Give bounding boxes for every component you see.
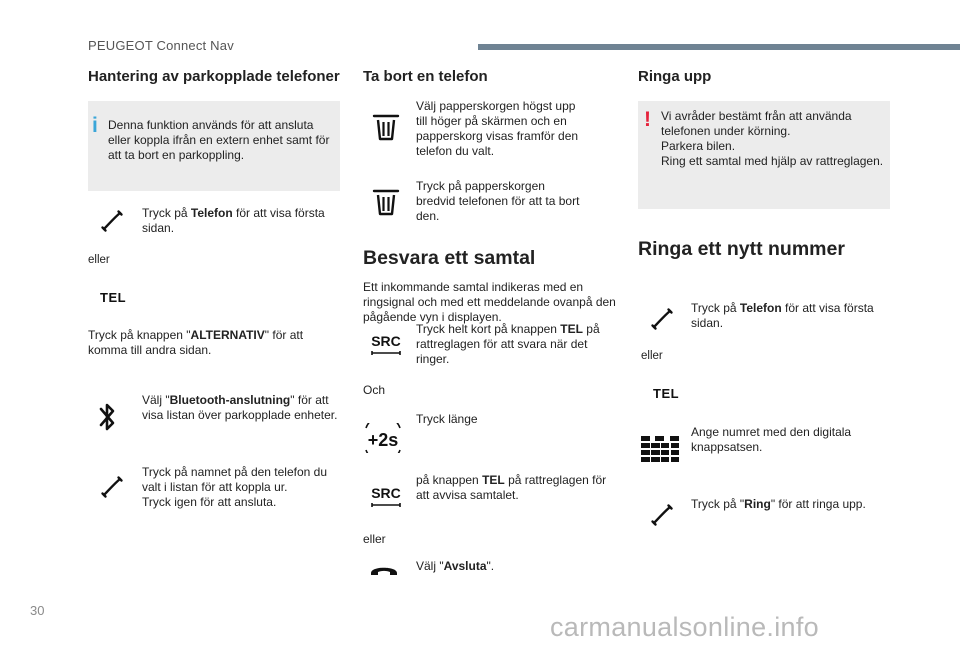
or-label: eller	[88, 254, 110, 266]
info-icon: i	[92, 114, 98, 137]
hang-up-icon	[369, 563, 399, 577]
src-reject-text: på knappen TEL på rattreglagen för att avvisa samtalet.	[416, 473, 607, 502]
warning-icon: !	[644, 108, 651, 131]
och-label: Och	[363, 383, 386, 397]
phone-icon	[100, 208, 126, 234]
trash-icon	[371, 187, 401, 217]
phone-icon	[650, 306, 676, 332]
heading-remove-phone: Ta bort en telefon	[363, 68, 488, 85]
header-title: PEUGEOT Connect Nav	[88, 38, 234, 53]
long-press-label: +2s	[367, 430, 399, 450]
src-button-label: SRC	[371, 333, 401, 349]
or-label: eller	[363, 532, 386, 546]
src-answer-text: Tryck helt kort på knappen TEL på rattreglagen för att svara när det ringer.	[416, 322, 600, 366]
heading-call: Ringa upp	[638, 68, 712, 85]
src-button-icon	[369, 332, 403, 360]
trash-icon	[371, 112, 401, 142]
src-button-label: SRC	[371, 485, 401, 501]
page-number: 30	[30, 603, 45, 618]
or-label: eller	[641, 350, 663, 362]
trash-side-text: Tryck på papperskorgen bredvid telefonen för att ta bort den.	[416, 179, 580, 223]
bluetooth-instruction: Välj "Bluetooth-anslutning" för att visa listan över parkopplade enheter.	[142, 393, 338, 422]
watermark: carmanualsonline.info	[550, 612, 819, 642]
answer-intro: Ett inkommande samtal indikeras med en ringsignal och med ett meddelande ovanpå den pågående vyn i displayen.	[363, 280, 616, 324]
long-press-text: Tryck länge	[416, 412, 478, 426]
heading-answer-call: Besvara ett samtal	[363, 247, 536, 269]
info-text: Denna funktion används för att ansluta eller koppla ifrån en extern enhet samt för att ta bort en parkoppling.	[108, 118, 330, 162]
trash-top-text: Välj papperskorgen högst upp till höger på skärmen och en papperskorg visas framför den telefon du valt.	[416, 99, 579, 158]
bluetooth-icon	[98, 400, 118, 434]
phone-icon	[100, 474, 126, 500]
ring-text: Tryck på "Ring" för att ringa upp.	[691, 497, 866, 511]
warning-text: Vi avråder bestämt från att använda telefonen under körning. Parkera bilen. Ring ett samtal med hjälp av rattreglagen.	[661, 109, 884, 168]
alternativ-instruction: Tryck på knappen "ALTERNATIV" för att komma till andra sidan.	[88, 328, 304, 357]
keypad-icon	[641, 436, 679, 462]
name-instruction: Tryck på namnet på den telefon du valt i listan för att koppla ur. Tryck igen för att ansluta.	[142, 465, 328, 509]
src-button-icon	[369, 484, 403, 512]
long-press-2s-icon	[362, 423, 404, 453]
heading-paired-phones: Hantering av parkopplade telefoner	[88, 68, 340, 85]
hang-up-text: Välj "Avsluta".	[416, 559, 495, 573]
keypad-text: Ange numret med den digitala knappsatsen.	[691, 425, 852, 454]
step-telefon: Tryck på Telefon för att visa första sidan.	[142, 206, 325, 235]
step-telefon: Tryck på Telefon för att visa första sidan.	[691, 301, 874, 330]
phone-icon	[650, 502, 676, 528]
header-bar	[478, 44, 960, 50]
tel-button-label: TEL	[653, 386, 680, 401]
heading-new-number: Ringa ett nytt nummer	[638, 238, 845, 260]
tel-button-label: TEL	[100, 290, 127, 305]
